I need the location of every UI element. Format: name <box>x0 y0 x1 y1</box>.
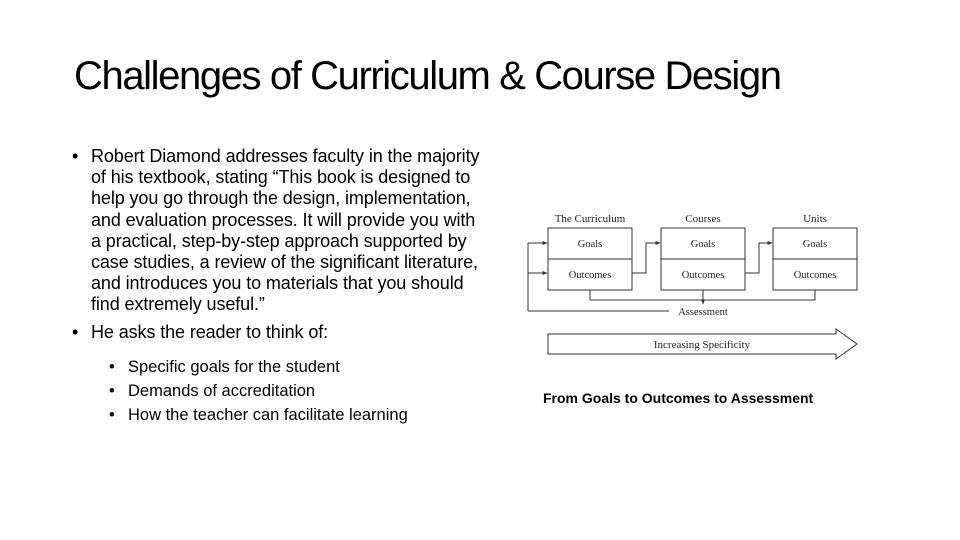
sub-bullet-dot-icon: • <box>109 381 115 400</box>
outcomes-label: Outcomes <box>793 270 837 281</box>
bullet-dot-icon: • <box>72 321 79 342</box>
sub-bullet-text: How the teacher can facilitate learning <box>128 405 408 424</box>
specificity-label: Increasing Specificity <box>653 339 751 351</box>
sub-bullet-dot-icon: • <box>109 405 115 424</box>
diagram-caption: From Goals to Outcomes to Assessment <box>543 390 814 406</box>
sub-bullet-dot-icon: • <box>109 357 115 376</box>
arrow-courses-to-units <box>745 243 772 273</box>
sub-bullet-text: Specific goals for the student <box>128 357 340 376</box>
bullet-text: He asks the reader to think of: <box>91 321 329 342</box>
sub-bullet-text: Demands of accreditation <box>128 381 316 400</box>
goals-label: Goals <box>802 239 828 250</box>
column-header-courses: Courses <box>685 213 721 225</box>
box-units <box>773 228 857 290</box>
outcomes-label: Outcomes <box>568 270 612 281</box>
outcomes-label: Outcomes <box>681 270 725 281</box>
column-header-units: Units <box>803 213 827 225</box>
slide-title: Challenges of Curriculum & Course Design <box>74 54 781 98</box>
box-curriculum <box>548 228 632 290</box>
column-header-curriculum: The Curriculum <box>554 213 626 225</box>
goals-label: Goals <box>690 239 716 250</box>
arrow-curriculum-to-courses <box>632 243 660 273</box>
bullet-dot-icon: • <box>72 146 79 166</box>
goals-label: Goals <box>577 239 603 250</box>
bullet-text: Robert Diamond addresses faculty in the majority of his textbook, stating “This book is designed to help you go through the design, implementation, and evaluation processes. It will provide you with a practical, step-by-step approach supported by case studies, a review of the significant literature, and introduces you to materials that you should find extremely useful.” <box>91 146 480 315</box>
box-courses <box>661 228 745 290</box>
assessment-label: Assessment <box>678 307 728 318</box>
